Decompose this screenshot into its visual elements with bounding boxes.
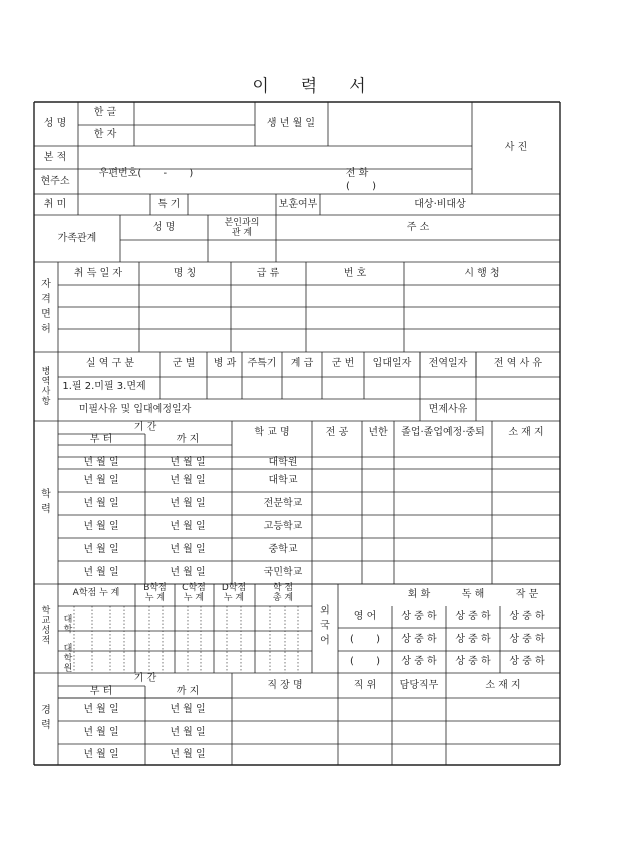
grades-header: 학 점 총 계 bbox=[272, 583, 294, 603]
family-label: 가족관계 bbox=[57, 233, 97, 244]
education-date-from: 년 월 일 bbox=[83, 457, 119, 468]
military-header: 군 별 bbox=[172, 358, 196, 369]
military-label: 병역사항 bbox=[41, 367, 51, 407]
career-to-header: 까 지 bbox=[176, 686, 200, 697]
career-duty-header: 담당직무 bbox=[399, 680, 439, 691]
address-label: 현주소 bbox=[40, 176, 70, 187]
career-label: 경력 bbox=[41, 705, 51, 731]
domicile-label: 본 적 bbox=[43, 152, 67, 163]
hobby-label: 취 미 bbox=[43, 199, 67, 210]
military-header: 전 역 사 유 bbox=[493, 358, 543, 369]
military-header: 군 번 bbox=[331, 358, 355, 369]
grades-header: A학점 누 계 bbox=[72, 588, 120, 598]
education-to-header: 까 지 bbox=[176, 434, 200, 445]
language-name: ( ) bbox=[349, 656, 381, 667]
phone-label: 전 화 bbox=[345, 168, 369, 179]
veteran-value: 대상·비대상 bbox=[414, 199, 466, 210]
language-level: 상 중 하 bbox=[509, 656, 545, 667]
license-header: 명 칭 bbox=[173, 268, 197, 279]
grades-label: 학교성적 bbox=[41, 606, 51, 646]
education-location-header: 소 재 지 bbox=[508, 427, 544, 438]
language-level: 상 중 하 bbox=[401, 634, 437, 645]
career-location-header: 소 재 지 bbox=[485, 680, 521, 691]
military-header: 입대일자 bbox=[372, 358, 412, 369]
document-title: 이력서 bbox=[252, 76, 398, 97]
education-date-to: 년 월 일 bbox=[170, 497, 206, 509]
education-date-to: 년 월 일 bbox=[170, 474, 206, 486]
education-label: 학력 bbox=[41, 489, 51, 515]
education-date-from: 년 월 일 bbox=[83, 566, 119, 578]
military-header: 병 과 bbox=[213, 358, 237, 369]
education-date-to: 년 월 일 bbox=[170, 520, 206, 532]
education-date-to: 년 월 일 bbox=[170, 566, 206, 578]
education-date-from: 년 월 일 bbox=[83, 497, 119, 509]
education-school-name: 대학원 bbox=[268, 457, 298, 468]
military-header: 계 급 bbox=[290, 358, 314, 369]
education-school-name: 대학교 bbox=[268, 474, 298, 486]
career-date-to: 년 월 일 bbox=[170, 727, 206, 738]
military-exempt-label: 면제사유 bbox=[428, 404, 468, 415]
career-date-from: 년 월 일 bbox=[83, 704, 119, 715]
postal-code-label: 우편번호( - ) bbox=[98, 168, 194, 179]
language-name: ( ) bbox=[349, 634, 381, 645]
grades-header: D학점 누 계 bbox=[221, 583, 247, 603]
education-school-name: 국민학교 bbox=[263, 566, 303, 578]
education-school-name: 중학교 bbox=[268, 543, 298, 555]
military-header: 실 역 구 분 bbox=[85, 358, 135, 369]
education-date-from: 년 월 일 bbox=[83, 520, 119, 532]
language-header: 독 해 bbox=[461, 589, 485, 600]
language-level: 상 중 하 bbox=[455, 611, 491, 622]
language-level: 상 중 하 bbox=[509, 634, 545, 645]
career-date-to: 년 월 일 bbox=[170, 749, 206, 760]
education-graduation-header: 졸업·졸업예정·중퇴 bbox=[401, 427, 485, 438]
language-level: 상 중 하 bbox=[455, 634, 491, 645]
career-company-header: 직 장 명 bbox=[267, 680, 303, 691]
veteran-label: 보훈여부 bbox=[278, 199, 318, 210]
language-name: 영 어 bbox=[353, 611, 377, 622]
military-header: 전역일자 bbox=[428, 358, 468, 369]
license-label: 자격면허 bbox=[41, 279, 51, 335]
photo-label: 사 진 bbox=[504, 142, 528, 153]
military-header: 주특기 bbox=[247, 358, 277, 369]
education-school-name: 전문학교 bbox=[263, 497, 303, 509]
grades-header: B학점 누 계 bbox=[143, 583, 167, 603]
career-date-to: 년 월 일 bbox=[170, 704, 206, 715]
grades-row-label: 대학 bbox=[63, 615, 73, 635]
career-position-header: 직 위 bbox=[353, 680, 377, 691]
license-header: 급 류 bbox=[256, 268, 280, 279]
license-header: 번 호 bbox=[343, 268, 367, 279]
education-date-to: 년 월 일 bbox=[170, 457, 206, 468]
grades-header: C학점 누 계 bbox=[182, 583, 206, 603]
education-date-from: 년 월 일 bbox=[83, 474, 119, 486]
grades-row-label: 대학원 bbox=[63, 644, 73, 674]
education-period-header: 기 간 bbox=[133, 422, 157, 433]
education-major-header: 전 공 bbox=[325, 427, 349, 438]
language-header: 회 화 bbox=[407, 589, 431, 600]
family-name-header: 성 명 bbox=[152, 222, 176, 233]
education-years-header: 년한 bbox=[368, 427, 388, 438]
language-level: 상 중 하 bbox=[455, 656, 491, 667]
specialty-label: 특 기 bbox=[157, 199, 181, 210]
career-period-header: 기 간 bbox=[133, 673, 157, 684]
career-date-from: 년 월 일 bbox=[83, 749, 119, 760]
family-address-header: 주 소 bbox=[406, 222, 430, 233]
language-level: 상 중 하 bbox=[509, 611, 545, 622]
education-school-header: 학 교 명 bbox=[254, 427, 290, 438]
hangul-label: 한 글 bbox=[93, 107, 117, 118]
language-level: 상 중 하 bbox=[401, 656, 437, 667]
language-level: 상 중 하 bbox=[401, 611, 437, 622]
license-header: 시 행 청 bbox=[464, 268, 500, 279]
family-relation-header: 본인과의 관 계 bbox=[224, 218, 260, 238]
education-school-name: 고등학교 bbox=[263, 520, 303, 532]
phone-area-code: ( ) bbox=[345, 181, 377, 192]
education-date-from: 년 월 일 bbox=[83, 543, 119, 555]
name-label: 성 명 bbox=[43, 118, 67, 129]
education-date-to: 년 월 일 bbox=[170, 543, 206, 555]
language-header: 작 문 bbox=[515, 589, 539, 600]
language-label: 외국어 bbox=[320, 605, 330, 647]
hanja-label: 한 자 bbox=[93, 129, 117, 140]
career-from-header: 부 터 bbox=[89, 686, 113, 697]
education-from-header: 부 터 bbox=[89, 434, 113, 445]
birth-date-label: 생 년 월 일 bbox=[266, 118, 316, 129]
career-date-from: 년 월 일 bbox=[83, 727, 119, 738]
military-exempt-reason: 미필사유 및 입대예정일자 bbox=[78, 404, 192, 415]
military-options: 1.필 2.미필 3.면제 bbox=[62, 381, 146, 392]
license-header: 취 득 일 자 bbox=[73, 268, 123, 279]
